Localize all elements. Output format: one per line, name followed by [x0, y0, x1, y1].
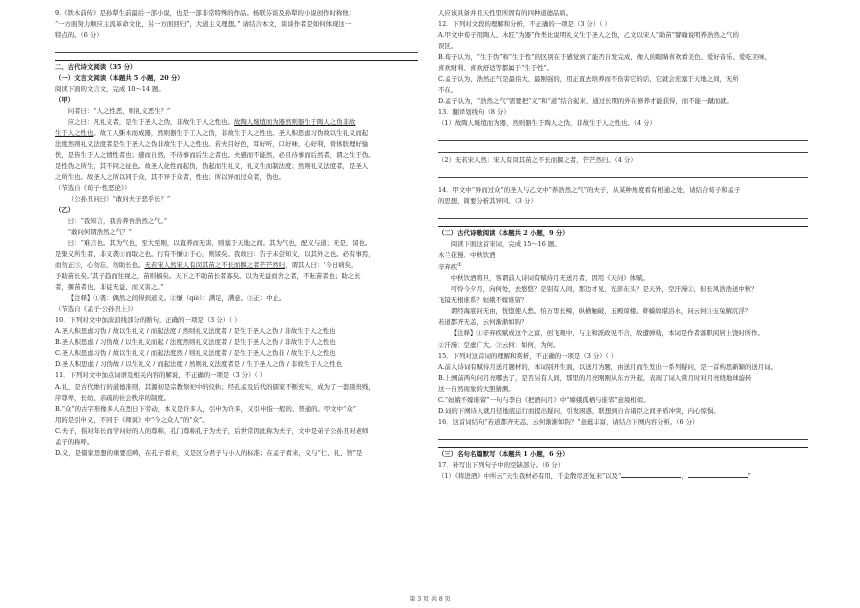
passage-jia-line: 问者曰：“人之性恶，则礼义恶生？”	[67, 107, 171, 116]
mingju-section-title: （三）名句名篇默写（本题共 1 小题，6 分）	[438, 449, 569, 458]
poem-note-cont: ②汗漫：空虚广大。③云何：如何，为何。	[438, 340, 560, 349]
answer-line[interactable]	[438, 168, 808, 178]
q15-option-a[interactable]: A.前人诗词有赋待月送月题材的，本词别开生面，以送月为题，由送月而生发出一系列疑问，是一首构思新颖的送月词。	[438, 362, 777, 371]
q12-stem: 12．下列对文段的理解和分析，不正确的一项是（3 分）（ ）	[438, 20, 611, 29]
answer-line[interactable]	[438, 143, 808, 153]
section-2-title: 二、古代诗文阅读（35 分）	[55, 63, 137, 72]
answer-line[interactable]	[55, 43, 418, 53]
q17-quote: ”	[747, 471, 751, 480]
poem-line: 若道都齐无恙，云何渐渐如钩？	[438, 318, 528, 327]
q11-option-a-cont: 序尊卑，长幼、亲疏的社会秩序的制度。	[55, 393, 171, 402]
passage-text: ，谓其人曰：‘今日病矣，	[285, 261, 358, 270]
passage-jia-source: （节选自《荀子·性恶论》）	[55, 184, 131, 193]
q12-option-d[interactable]: D.孟子认为，“浩然之气”需要把“义”和“道”结合起来，通过长期的外在修养才能获得，而不能一蹴而就。	[438, 97, 733, 106]
passage-yi-line: 曰：“我知言，我善养吾浩然之气。”	[67, 217, 167, 226]
underlined-sentence: 无若宋人然宋人有闵其苗之不长而揠之者芒芒然归	[144, 261, 286, 270]
section-2-intro: 阅读下面的文言文，完成 10～14 题。	[55, 85, 165, 94]
q10-option-d[interactable]: D.圣人积思虑 / 习伪故 / 以生礼义 / 而起法度 / 然则礼义法度者是 / 生于圣人之伪 / 非故生于人之性也	[55, 360, 343, 369]
q9-line-1: 9.《铁木前传》是孙犁生前最后一部小说，也是一部非常特殊的作品。杨联芬谈及孙犁的小说创作时称他：	[55, 9, 356, 17]
q15-option-b[interactable]: B.上阕前两句问月亮哪去了，是否另有人间，那里的月亮刚刚从东方升起，表现了词人赏月时对月亮绕地球旋转	[438, 373, 752, 382]
q10-option-a[interactable]: A.圣人积思虑习伪 / 故以生礼义 / 而起法度 / 然则礼义法度者 / 是生于圣人之伪 / 非故生于人之性也	[55, 327, 336, 336]
footnote-marker: ①	[457, 262, 462, 269]
q12-option-b-cont: 喜欢财利、喜欢舒适等都属于“生于性”。	[438, 64, 554, 73]
passage-jia-line	[55, 117, 418, 128]
q12-option-a-cont: 误区。	[438, 42, 458, 51]
q14-stem-cont: 的思想，简要分析其异同。（3 分）	[438, 197, 537, 206]
passage-note: 【注释】①袭：偶然之间得到道义。②慊（qiè）：满足，满意。③正：中止。	[67, 294, 286, 303]
answer-line[interactable]	[438, 430, 808, 440]
answer-line[interactable]	[438, 209, 808, 219]
passage-yi-line: 曰：“难言也。其为气也，至大至刚，以直养而无害，则塞于天地之间。其为气也，配义与道；无是，馁也。	[67, 239, 372, 248]
q16-stem: 16．这首词结句“若道都齐无恙，云何渐渐如钩？”意蕴丰富，请结合下阕内容分析。（6 分）	[438, 417, 699, 426]
poem-line: 谓经海底问无由，恍惚使人愁。怕万里长鲸，纵横触破，玉殿琼楼。虾蟆故堪浴水，问云何③玉兔解沉浮？	[450, 307, 752, 316]
passage-yi-source: （节选自《孟子·公孙丑上》）	[55, 305, 137, 314]
q11-option-c-cont: 孟子的称呼。	[55, 437, 94, 446]
q11-option-b[interactable]: B.“众”的古字形像多人在烈日下劳动，本义是许多人，引申为许多，又引申指一般的、普通的。甲文中“众”	[55, 404, 356, 413]
q11-stem: 11．下列对文中加点词语及相关内容的解说，不正确的一项是（3 分）（ ）	[55, 371, 267, 380]
section-2-subtitle: （一）文言文阅读（本题共 5 小题，20 分）	[55, 74, 184, 83]
fill-blank[interactable]	[688, 471, 748, 478]
q13-part-1: （1）故陶人埏埴而为器，然则器生于陶人之伪，非故生于人之性也。（4 分）	[438, 119, 656, 128]
q10-option-c[interactable]: C.圣人积思虑习伪 / 故以生礼义 / 而起法度然 / 则礼义法度者 / 是生于圣人之伪非 / 故生于人之性也	[55, 349, 336, 358]
passage-yi-line: （公孙丑问曰）“敢问夫子恶乎长？”	[67, 195, 171, 204]
q15-option-b-cont: 这一自然现象的大胆猜测。	[438, 384, 515, 393]
passage-jia-line: 佚，是皆生于人之情性者也；感而自然，不待事而后生之者也。夫感而不能然，必且待事而后然者，谓之生于伪。	[55, 151, 375, 160]
right-column	[438, 8, 808, 593]
answer-line[interactable]	[438, 131, 808, 141]
q11-option-d[interactable]: D.义，是儒家思想的重要范畴，在孔子看来，义是区分君子与小人的标准；在孟子看来，义与“仁、礼、智”是	[55, 448, 363, 457]
fill-blank[interactable]	[621, 471, 681, 478]
q17-text: （1）《将进酒》中所云“天生我材必有用，千金散尽还复来”以及“	[438, 471, 622, 480]
q12-option-c[interactable]: C.孟子认为，浩然正气是最伟大、最刚强的，用正直去培养而不伤害它的话，它就会充塞于天地之间，无所	[438, 75, 739, 84]
underlined-sentence: 故陶人埏埴而为器然则器生于陶人之伪非故	[233, 118, 356, 127]
passage-jia-line: 是性伪之所生，其不同之征也。故圣人化性而起伪，伪起而生礼义，礼义生而制法度；然则礼义法度者，是圣人	[55, 162, 369, 171]
q17-stem: 17．补写出下列句子中的空缺部分。（6 分）	[438, 460, 565, 469]
underlined-sentence: 生于人之性也	[55, 129, 94, 138]
q14-stem: 14．甲文中“异而过众”的圣人与乙文中“养浩然之气”的夫子，从某种角度看有相通之处，请结合荀子和孟子	[438, 186, 741, 195]
poem-line: 可怜今夕月，向何处，去悠悠？是别有人间，那边才见，光影东头？是天外，空汗漫②，但长风浩浩送中秋？	[450, 285, 758, 294]
q12-option-b[interactable]: B.荀子认为，“生于伪”和“生于性”的区别在于感觉到了能否自发完成，像人的眼睛喜欢看美色、爱好音乐、爱吃美味、	[438, 53, 771, 62]
q10-option-b[interactable]: B.圣人积思虑 / 习伪故 / 以生礼义而起 / 法度然则礼义法度者 / 是生于圣人之伪 / 非故生于人之性也	[55, 338, 336, 347]
poem-title: 木兰花慢．中秋饮酒	[438, 251, 496, 260]
passage-yi-line: 是集义所生者，非义袭①而取之也。行有不慊②于心，则馁矣。我故曰：告子未尝知义，以其外之也。必有事焉，	[55, 250, 375, 259]
q13-part-2: （2）无若宋人然：宋人有闵其苗之不长而揠之者，芒芒然归。（4 分）	[438, 156, 637, 165]
left-column	[55, 8, 418, 593]
poem-author	[438, 261, 808, 273]
passage-jia-line: 之所生也。故圣人之所以同于众，其不异于众者，性也；所以异而过众者，伪也。	[55, 173, 286, 182]
q9-line-3: 特点的。（6 分）	[55, 31, 103, 40]
passage-yi-line	[55, 260, 418, 271]
q17-part-1	[438, 471, 808, 482]
poem-line: 飞镜无根谁系？姮娥不嫁谁留？	[438, 296, 528, 305]
poem-preface: 中秋饮酒将旦，客谓前人诗词有赋待月无送月者，因用《天问》体赋。	[450, 274, 649, 283]
passage-jia-label: （甲）	[55, 96, 75, 105]
passage-text: 应之曰：凡礼义者，是生于圣人之伪，非故生于人之性也。	[67, 118, 234, 127]
q13-stem: 13．翻译划线句（8 分）	[438, 108, 510, 117]
q11-option-d-cont: 人应该具备并且天性里所固有的四种道德品质。	[438, 9, 573, 17]
q15-stem: 15．下列对这首词的理解和赏析，不正确的一项是（3 分）（ ）	[438, 351, 618, 360]
q11-option-b-cont: 用的是引申义，不同于《师说》中“今之众人”的“众”。	[55, 415, 209, 424]
poem-section-title: （二）古代诗歌阅读（本题共 2 小题，9 分）	[438, 229, 569, 238]
passage-yi-line: 予助苗长矣。’其子趋而往视之，苗则槁矣。天下之不助苗长者寡矣。以为无益而舍之者，不耘苗者也；助之长	[55, 272, 361, 281]
passage-yi-line: 者，揠苗者也，非徒无益，而又害之。”	[55, 283, 164, 292]
q12-option-a[interactable]: A.甲文中荀子用陶人、木匠“为器”作类比说明礼义生于圣人之伪，乙文以宋人“助苗”譬喻说明养浩然之气的	[438, 31, 739, 40]
q17-comma: ，	[681, 471, 688, 480]
q11-option-c[interactable]: C.夫子，指对年长而学问好的人的尊称，孔门尊称孔子为夫子，后世常因此称为夫子，文中是弟子公孙丑对老师	[55, 426, 369, 435]
q10-stem: 10．下列对文中加波浪线部分的断句，正确的一项是（3 分）（ ）	[55, 316, 241, 325]
passage-text: 。故工人斲木而成器，然则器生于工人之伪，非故生于人之性也。圣人积思虑习伪故以生礼义而起	[93, 129, 369, 138]
q9-line-2: “一方面努力顺应主流革命文化，另一方面回归”，大道主义理想。” 请结合本文，谈谈作者是如何体现这一	[55, 20, 352, 29]
passage-yi-label: （乙）	[55, 206, 75, 215]
page-footer: 第 3 页 共 8 页	[409, 596, 451, 603]
q15-option-c[interactable]: C.“姮娥不嫁谁留”一句与李白《把酒问月》中“嫦娥孤栖与谁邻”意境相似。	[438, 395, 650, 404]
q11-option-a[interactable]: A.礼，是古代维行的道德准则，其源初是宗教祭祀中的仪轨；经孔孟及后代的儒家不断充实，成为了一套别贵贱，	[55, 382, 375, 391]
poem-intro: 阅读下面这首宋词，完成 15～16 题。	[450, 240, 561, 249]
passage-jia-line: 法度然则礼义法度者是生于圣人之伪非故生于人之性也。若夫目好色，耳好听，口好味，心好利，骨体肤理好愉	[55, 140, 369, 149]
passage-text: 而勿正③，心勿忘，勿助长也。	[55, 261, 145, 270]
q15-option-d[interactable]: D.词的下阕诗人就月径地底运行而提出疑问，引发困惑，联想到自古诸臣之间矛盾冲突，内心惊惧。	[438, 406, 720, 415]
poem-note: 【注释】①辛弃疾赋成这个之富，创飞观中，与主和派政见不合，故遭弹劾，本词是作者落职闲居上饶时所作。	[450, 329, 764, 338]
q12-option-c-cont: 不在。	[438, 86, 458, 95]
poem-author-name: 辛弃疾	[438, 263, 458, 272]
passage-jia-line	[55, 128, 418, 139]
passage-yi-line: “敢问何谓浩然之气？”	[67, 228, 132, 237]
